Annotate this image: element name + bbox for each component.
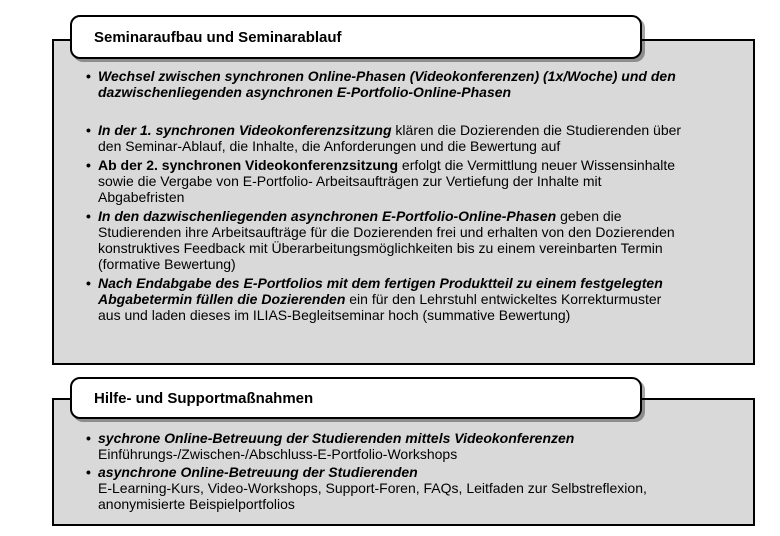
list-item: • Ab der 2. synchronen Videokonferenzsitzung erfolgt die Vermittlung neuer Wissensinhalte sowie die Vergabe von E-Portfolio- Arbeitsaufträgen zur Vertiefung der Inhalte mit Abgabefristen xyxy=(86,157,686,205)
list-item: • In den dazwischenliegenden asynchronen E-Portfolio-Online-Phasen geben die Studierenden ihre Arbeitsaufträge für die Dozierenden frei und erhalten von den Dozierenden konstruktives Feedback mit Überarbeitungsmöglichkeiten bis zu einem vereinbarten Termin (formative Bewertung) xyxy=(86,208,686,272)
seminar-structure-list xyxy=(86,68,686,323)
list-item: • Nach Endabgabe des E-Portfolios mit dem fertigen Produktteil zu einem festgelegten Abgabetermin füllen die Dozierenden ein für den Lehrstuhl entwickeltes Korrekturmuster aus und laden dieses im ILIAS-Begleitseminar hoch (summative Bewertung) xyxy=(86,275,686,323)
list-item: • sychrone Online-Betreuung der Studierenden mittels Videokonferenzen Einführungs-/Zwischen-/Abschluss-E-Portfolio-Workshops xyxy=(86,430,666,462)
list-item: • Wechsel zwischen synchronen Online-Phasen (Videokonferenzen) (1x/Woche) und den dazwischenliegenden asynchronen E-Portfolio-Online-Phasen xyxy=(86,68,686,100)
seminar-structure-header xyxy=(70,15,642,59)
list-item: • asynchrone Online-Betreuung der Studierenden E-Learning-Kurs, Video-Workshops, Support-Foren, FAQs, Leitfaden zur Selbstreflexion, anonymisierte Beispielportfolios xyxy=(86,464,666,512)
support-list xyxy=(86,430,666,512)
support-header xyxy=(70,377,642,419)
list-item: • In der 1. synchronen Videokonferenzsitzung klären die Dozierenden die Studierenden über den Seminar-Ablauf, die Inhalte, die Anforderungen und die Bewertung auf xyxy=(86,122,686,154)
support-title: Hilfe- und Supportmaßnahmen xyxy=(94,389,314,407)
seminar-structure-title: Seminaraufbau und Seminarablauf xyxy=(94,28,342,46)
